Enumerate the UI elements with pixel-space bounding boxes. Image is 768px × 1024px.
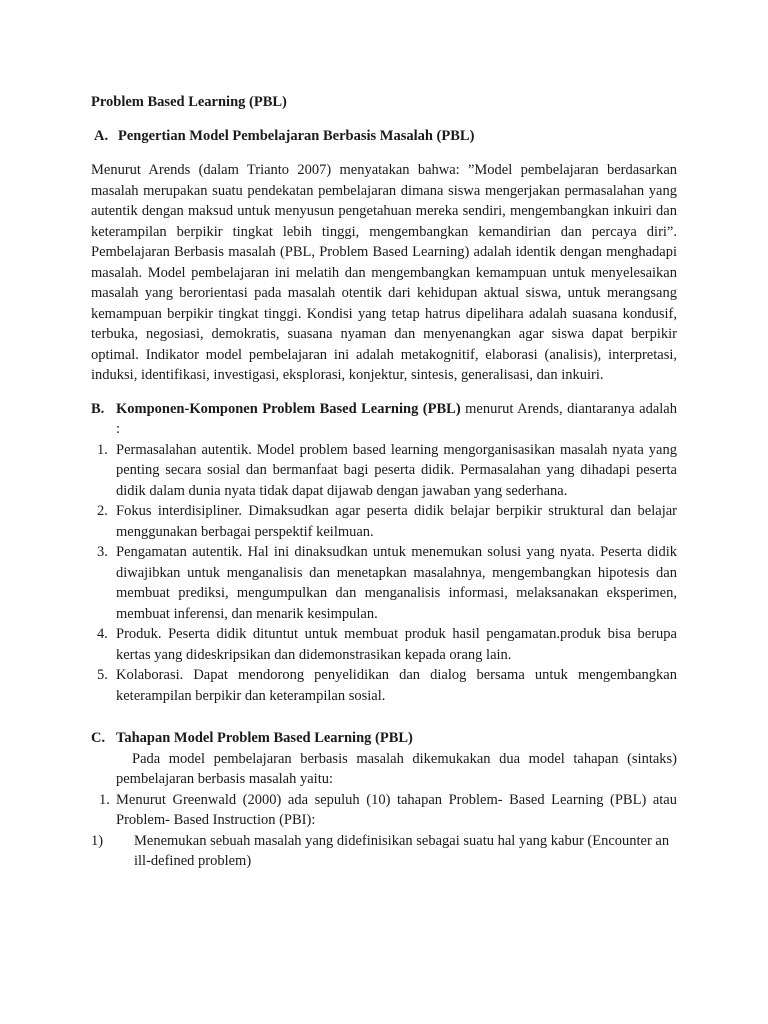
section-b-title-rest: menurut Arends, diantaranya adalah : — [116, 400, 677, 437]
section-b-title-bold: Komponen-Komponen Problem Based Learning (PBL) — [116, 400, 461, 417]
list-item-4-number: 4. — [97, 626, 108, 642]
list-item-3-text: Pengamatan autentik. Hal ini dinaksudkan untuk menemukan solusi yang nyata. Peserta didik diwajibkan untuk menganalisis dan menetapkan masalahnya, mengembangkan hipotesis dan membuat prediksi, mengumpulkan dan menganalisis informasi, melaksanakan eksperimen, membuat inferensi, dan menarik kesimpulan. — [116, 544, 677, 622]
section-b-title — [116, 399, 677, 440]
section-c-intro: Pada model pembelajaran berbasis masalah dikemukakan dua model tahapan (sintaks) pembelajaran berbasis masalah yaitu: — [116, 750, 677, 787]
list-item-1-text: Permasalahan autentik. Model problem based learning mengorganisasikan masalah nyata yang penting secara sosial dan bermanfaat bagi peserta didik. Permasalahan yang dihadapi peserta didik dalam dunia nyata tidak dapat dijawab dengan jawaban yang sederhana. — [116, 441, 677, 499]
list-item-3 — [97, 542, 677, 624]
section-c-subitem-1-number: 1. — [99, 791, 110, 808]
list-item-4-text: Produk. Peserta didik dituntut untuk membuat produk hasil pengamatan.produk bisa berupa kertas yang dideskripsikan dan didemonstrasikan kepada orang lain. — [116, 626, 677, 663]
section-b-letter: B. — [91, 400, 105, 417]
section-c-letter: C. — [91, 730, 106, 746]
section-c-heading — [91, 728, 677, 749]
list-item-5-text: Kolaborasi. Dapat mendorong penyelidikan dan dialog bersama untuk mengembangkan keterampilan berpikir dan keterampilan sosial. — [116, 667, 677, 704]
section-a-letter: A. — [94, 127, 109, 144]
section-c-step-1-number: 1) — [91, 832, 104, 849]
list-item-2 — [97, 501, 677, 542]
list-item-5-number: 5. — [97, 667, 108, 683]
list-item-1-number: 1. — [97, 441, 108, 458]
section-c-step-1 — [91, 831, 677, 872]
section-a-paragraph: Menurut Arends (dalam Trianto 2007) menyatakan bahwa: ”Model pembelajaran berdasarkan masalah merupakan suatu pendekatan pembelajaran dimana siswa mengerjakan permasalahan yang autentik dengan maksud untuk menyusun pengetahuan mereka sendiri, mengembangkan inkuiri dan keterampilan berpikir tingkat lebih tinggi, mengembangkan kemandirian dan percaya diri”. Pembelajaran Berbasis masalah (PBL, Problem Based Learning) adalah identik dengan menghadapi masalah. Model pembelajaran ini melatih dan mengembangkan kemampuan untuk menyelesaikan masalah yang berorientasi pada masalah otentik dari kehidupan aktual siswa, untuk merangsang kemampuan berpikir tingkat tinggi. Kondisi yang tetap hatrus dipelihara adalah suasana kondusif, terbuka, negosiasi, demokratis, suasana nyaman dan menyenangkan agar siswa dapat berpikir optimal. Indikator model pembelajaran ini adalah metakognitif, elaborasi (analisis), interpretasi, induksi, identifikasi, investigasi, eksplorasi, konjektur, sintesis, generalisasi, dan inkuiri. — [91, 162, 677, 383]
section-a-heading — [91, 126, 677, 147]
list-item-2-text: Fokus interdisipliner. Dimaksudkan agar peserta didik belajar berpikir struktural dan belajar menggunakan berbagai perspektif keilmuan. — [116, 503, 677, 540]
section-c-step-1-text-wrapper — [91, 831, 677, 872]
section-b-heading — [91, 399, 677, 440]
section-c-title: Tahapan Model Problem Based Learning (PBL) — [116, 730, 413, 746]
section-a-title: Pengertian Model Pembelajaran Berbasis Masalah (PBL) — [118, 127, 475, 144]
document-page — [91, 92, 677, 872]
document-title: Problem Based Learning (PBL) — [91, 94, 287, 110]
list-item-3-number: 3. — [97, 544, 108, 560]
list-item-1 — [97, 440, 677, 502]
section-c-subitem-1 — [99, 790, 677, 831]
list-item-2-number: 2. — [97, 503, 108, 519]
section-c-subitem-1-text: Menurut Greenwald (2000) ada sepuluh (10) tahapan Problem- Based Learning (PBL) atau Problem- Based Instruction (PBI): — [116, 791, 677, 828]
section-c-step-1-text: Menemukan sebuah masalah yang didefinisikan sebagai suatu hal yang kabur (Encounter an ill-defined problem) — [134, 832, 670, 869]
list-item-4 — [97, 624, 677, 665]
list-item-5 — [97, 665, 677, 706]
